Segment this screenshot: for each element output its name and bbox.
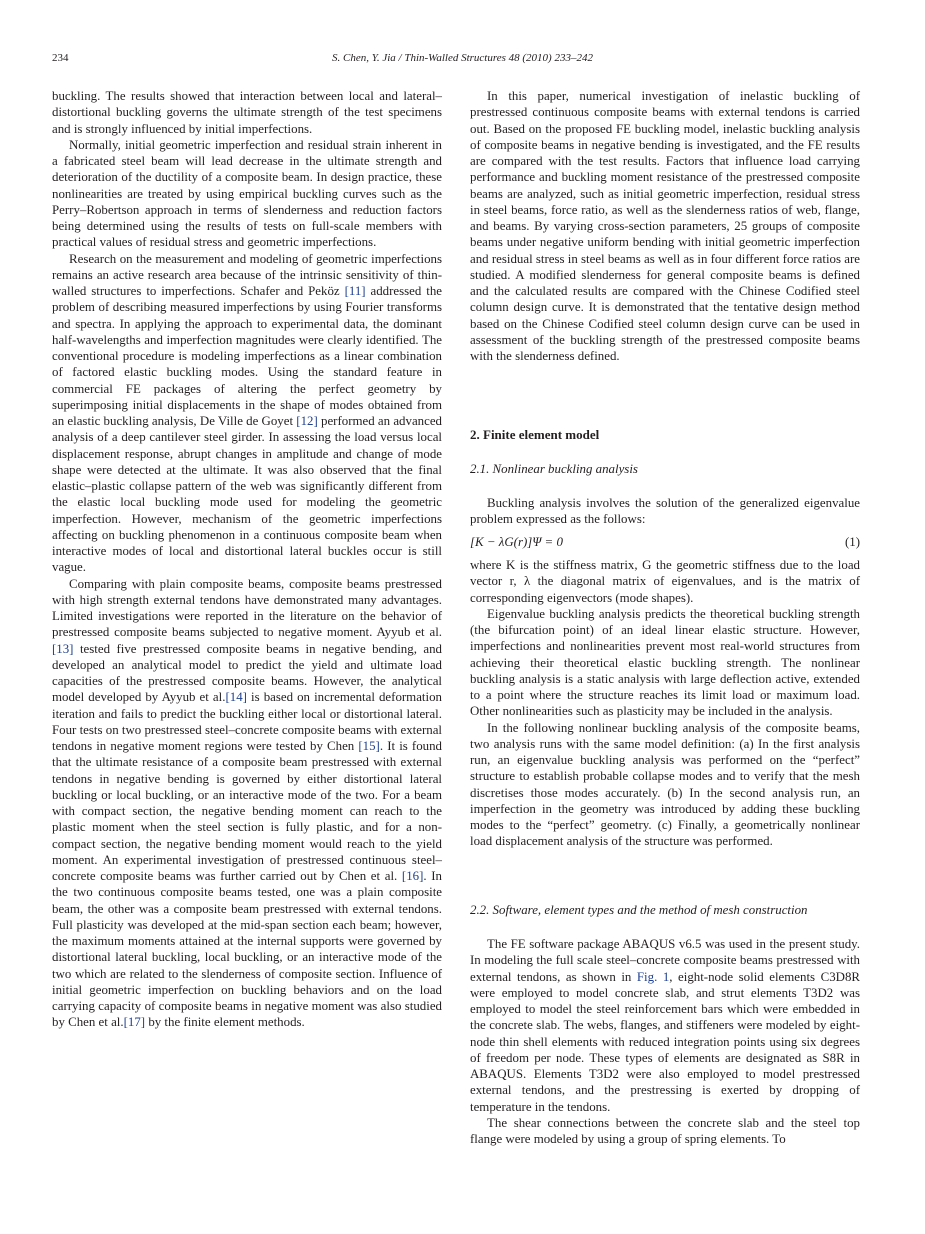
subsection-heading: 2.2. Software, element types and the method of mesh construction [470, 903, 808, 917]
equation [470, 534, 860, 551]
section-heading: 2. Finite element model [470, 427, 600, 442]
citation-link[interactable]: [15] [358, 739, 380, 753]
citation-link[interactable]: [17] [123, 1015, 146, 1030]
equation-expression: [K − λG(r)]Ψ = 0 [470, 535, 563, 549]
software-block [470, 936, 860, 1147]
page-number: 234 [52, 52, 69, 64]
paragraph: Normally, initial geometric imperfection and residual strain inherent in a fabricated steel beam will lead decrease in the ultimate strength and deterioration of the ductility of a composite beam. In design practice, these nonlinearities are treated by using empirical buckling curves such as the Perry–Robertson approach in terms of slenderness and reduction factors being determined using the results of tests on full-scale members with practical values of residual stress and geometric imperfections. [52, 137, 442, 250]
paragraph: Eigenvalue buckling analysis predicts the theoretical buckling strength (the bifurcation point) of an ideal linear elastic structure. However, imperfections and nonlinearities prevent most real-world structures from achieving their theoretical elastic buckling strength. The nonlinear buckling analysis is a static analysis with large deflection active, extended to a point where the structure reaches its limit load or maximum load. Other nonlinearities such as plasticity may be included in the analysis. [470, 606, 860, 719]
paragraph: In the following nonlinear buckling analysis of the composite beams, two analysis runs with the same model definition: (a) In the first analysis run, an eigenvalue buckling analysis was performed on the “perfect” structure to establish probable collapse modes and to verify that the mesh discretises those modes accurately. (b) In the second analysis run, an imperfection in the geometry was introduced by adding these buckling modes to the “perfect” geometry. (c) Finally, a geometrically nonlinear load displacement analysis of the structure was performed. [470, 720, 860, 849]
running-head-citation: S. Chen, Y. Jia / Thin-Walled Structures 48 (2010) 233–242 [332, 52, 593, 64]
buckling-analysis-block [470, 557, 860, 850]
citation-link[interactable]: [14] [225, 690, 247, 705]
paragraph: The FE software package ABAQUS v6.5 was used in the present study. In modeling the full scale steel–concrete composite beams prestressed with external tendons, as shown in Fig. 1, eight-node solid elements C3D8R were employed to model concrete slab, and strut elements T3D2 was employed to model the steel reinforcement bars which were embedded in the concrete slab. The webs, flanges, and stiffeners were modeled by eight-node thin shell elements with reduced integration points using six degrees of freedom per node. These types of elements are designated as S8R in ABAQUS. Elements T3D2 were also employed to model prestressed external tendons, and the prestressing is exerted by dropping of temperature in the tendons. [470, 937, 860, 1114]
citation-link[interactable]: [13] [52, 641, 74, 656]
paragraph: buckling. The results showed that interaction between local and lateral–distortional buckling governs the ultimate strength of the test specimens and is strongly influenced by initial imperfections. [52, 89, 442, 136]
paragraph: In this paper, numerical investigation of inelastic buckling of prestressed continuous composite beams with external tendons is carried out. Based on the proposed FE buckling model, inelastic buckling analysis of composite beams in negative bending is investigated, and the FE results are compared with the test results. Factors that influence load carrying performance and buckling moment resistance of the prestressed composite beams are analyzed, such as initial geometric imperfection, residual stress in steel beams, force ratio, as well as the slenderness ratios of web, flange, and beams. By varying cross-section parameters, 25 groups of composite beams under negative uniform bending with initial geometric imperfection and residual stress in steel beams as well as in four different force ratios are studied. A modified slenderness for general composite beams is defined and the calculated results are compared with the Chinese Codified steel column design curve. It is demonstrated that the tentative design method based on the Chinese Codified steel column design curve can be used in assessment of the buckling strength of the prestressed composite beams with the slenderness defined. [470, 89, 860, 363]
subsection-heading: 2.1. Nonlinear buckling analysis [470, 462, 638, 476]
paragraph: where K is the stiffness matrix, G the geometric stiffness due to the load vector r, λ the diagonal matrix of eigenvalues, and is the matrix of corresponding eigenvectors (mode shapes). [470, 558, 860, 605]
left-column [52, 88, 442, 1031]
paragraph: Comparing with plain composite beams, composite beams prestressed with high strength external tendons have demonstrated many advantages. Limited investigations were reported in the literature on the behavior of prestressed composite beams subjected to negative moment. Ayyub et al.[13] tested five prestressed composite beams in negative bending, and developed an analytical model to predict the yield and ultimate load capacities of the prestressed composite beams. However, the analytical model developed by Ayyub et al.[14] is based on incremental deformation iteration and fails to predict the buckling either local or distortional lateral. Four tests on two prestressed steel–concrete composite beams with external tendons in negative moment regions were tested by Chen [15]. It is found that the ultimate resistance of a composite beam prestressed with external tendons in negative bending is governed by either distortional lateral buckling or local buckling, or an interactive mode of the two. For a beam with compact section, the negative bending moment can reach to the plastic moment when the steel section is fully plastic, and for a non-compact section, the negative bending moment would reach to the yield moment. An experimental investigation of prestressed continuous steel–concrete composite beams was further carried out by Chen et al. [16]. In the two continuous composite beams tested, one was a plain composite beam, the other was a composite beam prestressed with external tendons. Full plasticity was developed at the mid-span section each beam; however, the maximum moments attained at the internal supports were governed by distortional lateral buckling, local buckling, or an interactive mode of the two which are related to the slenderness of composite section. Influence of initial geometric imperfection on buckling behaviors and on the load carrying capacity of composite beams in negative moment was also studied by Chen et al.[17] by the finite element methods. [52, 576, 442, 1030]
paragraph: Research on the measurement and modeling of geometric imperfections remains an active research area because of the intrinsic sensitivity of thin-walled structures to imperfections. Schafer and Peköz [11] addressed the problem of describing measured imperfections by using Fourier transforms and spectra. In applying the approach to experimental data, the dominant half-wavelengths and imperfection magnitudes were clearly identified. The conventional procedure is modeling imperfections as a linear combination of factored elastic buckling modes. Using the standard feature in commercial FE packages of altering the perfect geometry by superimposing initial displacements in the shape of modes obtained from an elastic buckling analysis, De Ville de Goyet [12] performed an advanced analysis of a deep cantilever steel girder. In assessing the load versus local displacement response, abrupt changes in amplitude and change of mode shape were detected at the ultimate. It was also observed that the final elastic–plastic collapse pattern of the web was significantly different from the elastic local buckling mode used for modeling the geometric imperfection. However, mechanism of the geometric imperfections affecting on buckling phenomenon in a continuous composite beam when interactive modes of local and distortional lateral buckles occur is still vague. [52, 251, 442, 575]
citation-link[interactable]: [12] [296, 414, 318, 428]
paragraph: The shear connections between the concrete slab and the steel top flange were modeled by using a group of spring elements. To [470, 1115, 860, 1146]
running-header [52, 52, 873, 70]
paragraph: Buckling analysis involves the solution of the generalized eigenvalue problem expressed as the follows: [470, 496, 860, 527]
figure-link[interactable]: Fig. 1 [636, 969, 670, 984]
citation-link[interactable]: [16] [401, 869, 424, 883]
equation-number: (1) [844, 535, 860, 549]
intro-paragraph-block [470, 88, 860, 364]
buckling-intro-block [470, 495, 860, 528]
citation-link[interactable]: [11] [344, 284, 366, 298]
